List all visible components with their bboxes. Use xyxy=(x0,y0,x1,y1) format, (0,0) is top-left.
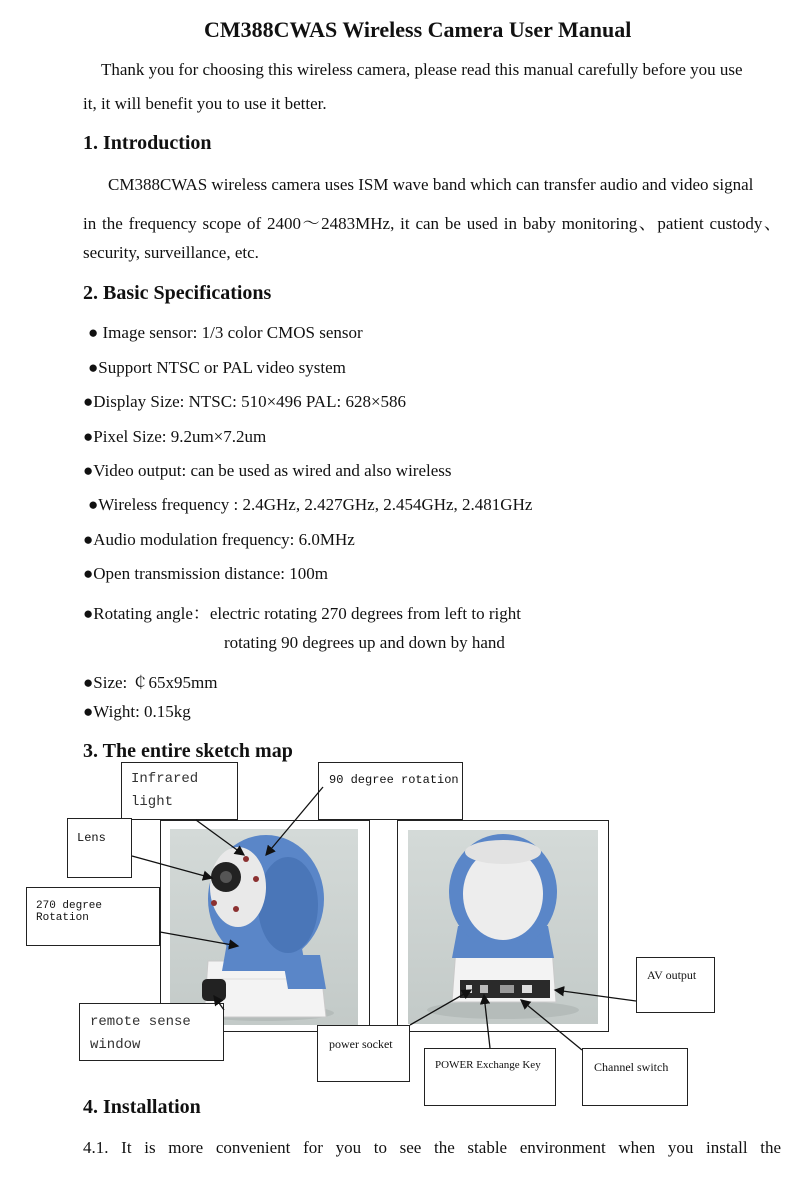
callout-av-output: AV output xyxy=(636,957,715,1013)
spec-item: ●Open transmission distance: 100m xyxy=(83,564,328,583)
spec-item: ●Size: ￠65x95mm xyxy=(83,673,218,692)
intro-line-1: Thank you for choosing this wireless camera, please read this manual carefully before you use xyxy=(101,60,743,79)
spec-item: ● Image sensor: 1/3 color CMOS sensor xyxy=(88,323,363,342)
spec-item-continuation: rotating 90 degrees up and down by hand xyxy=(224,633,505,652)
intro-paragraph-line-3: security, surveillance, etc. xyxy=(83,243,259,262)
callout-channel-switch: Channel switch xyxy=(582,1048,688,1106)
spec-item: ●Audio modulation frequency: 6.0MHz xyxy=(83,530,355,549)
arrow-av-output xyxy=(555,990,636,1001)
arrow-infrared xyxy=(196,820,244,855)
arrow-remote xyxy=(214,996,224,1010)
section-heading-introduction: 1. Introduction xyxy=(83,132,212,154)
page-title: CM388CWAS Wireless Camera User Manual xyxy=(204,17,632,42)
spec-item: ●Rotating angle：electric rotating 270 degrees from left to right xyxy=(83,604,521,623)
callout-lens: Lens xyxy=(67,818,132,878)
intro-paragraph-line-2: in the frequency scope of 2400～2483MHz, it can be used in baby monitoring、patient custody、 xyxy=(83,214,781,233)
callout-infrared-light: Infrared light xyxy=(121,762,238,820)
spec-item: ●Wireless frequency : 2.4GHz, 2.427GHz, 2.454GHz, 2.481GHz xyxy=(88,495,533,514)
section-heading-specifications: 2. Basic Specifications xyxy=(83,282,272,304)
spec-item: ●Video output: can be used as wired and also wireless xyxy=(83,461,452,480)
installation-line-1: 4.1. It is more convenient for you to see the stable environment when you install the xyxy=(83,1138,781,1157)
arrow-channel xyxy=(521,1000,582,1050)
callout-270-degree-rotation: 270 degree Rotation xyxy=(26,887,160,946)
callout-power-socket: power socket xyxy=(317,1025,410,1082)
spec-item: ●Pixel Size: 9.2um×7.2um xyxy=(83,427,267,446)
section-heading-installation: 4. Installation xyxy=(83,1096,201,1118)
callout-90-degree-rotation: 90 degree rotation xyxy=(318,762,463,820)
arrow-270-rotation xyxy=(160,932,238,946)
intro-paragraph-line-1: CM388CWAS wireless camera uses ISM wave band which can transfer audio and video signal xyxy=(108,175,754,194)
callout-remote-sense-window: remote sense window xyxy=(79,1003,224,1061)
spec-item: ●Support NTSC or PAL video system xyxy=(88,358,346,377)
arrow-power-socket xyxy=(410,990,471,1025)
arrow-90-rotation xyxy=(266,787,323,855)
arrow-lens xyxy=(132,856,212,878)
intro-line-2: it, it will benefit you to use it better. xyxy=(83,94,327,113)
arrow-power-key xyxy=(484,995,490,1048)
spec-item: ●Wight: 0.15kg xyxy=(83,702,191,721)
callout-power-exchange-key: POWER Exchange Key xyxy=(424,1048,556,1106)
section-heading-sketch-map: 3. The entire sketch map xyxy=(83,740,293,762)
spec-item: ●Display Size: NTSC: 510×496 PAL: 628×586 xyxy=(83,392,407,411)
